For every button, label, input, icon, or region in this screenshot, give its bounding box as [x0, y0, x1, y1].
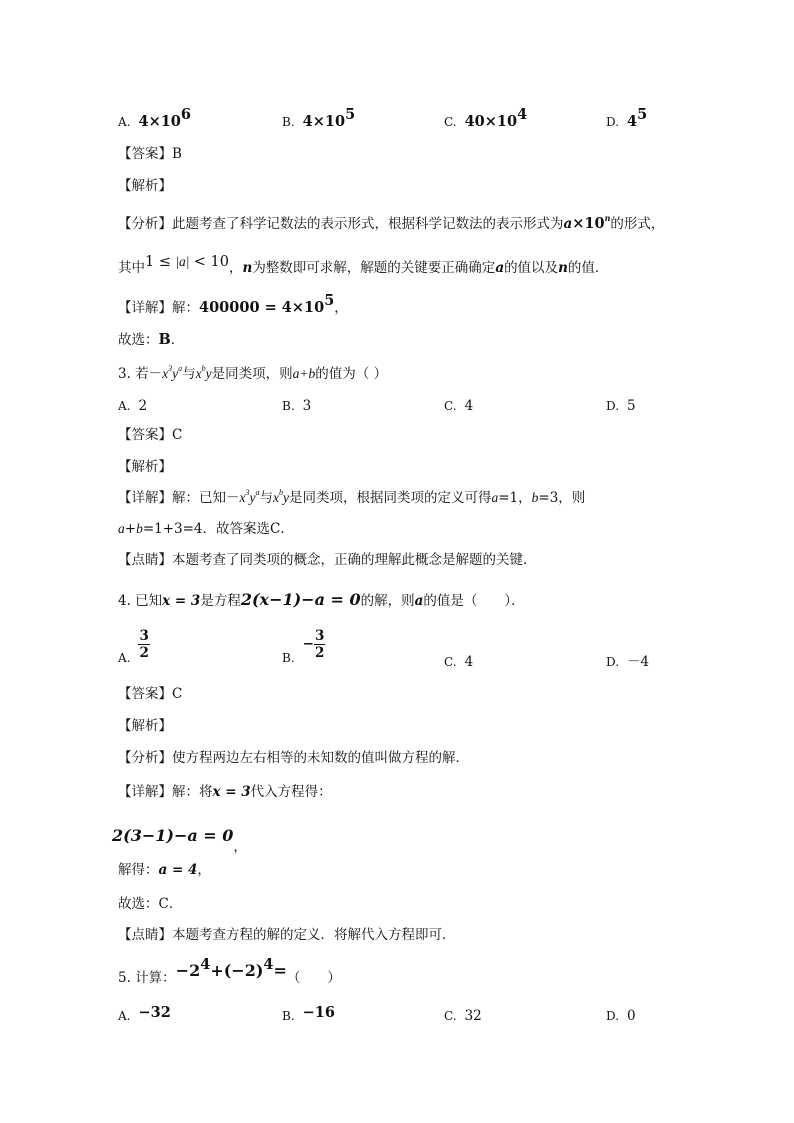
- text: ．: [170, 332, 185, 348]
- text: 3. 若－: [118, 366, 163, 382]
- option-value: 2: [138, 398, 148, 414]
- q3-detail-2: [118, 519, 294, 539]
- q4-comment: 【点睛】本题考查方程的解的定义．将解代入方程即可．: [118, 927, 456, 943]
- option-value: 32: [464, 1008, 482, 1024]
- q2-option-d: [606, 106, 648, 132]
- q3-comment: 【点睛】本题考查了同类项的概念，正确的理解此概念是解题的关键．: [118, 552, 537, 568]
- question-3: [118, 364, 387, 384]
- q3-option-b: [282, 396, 311, 416]
- option-label: C.: [444, 1009, 457, 1023]
- text: 【分析】此题考查了科学记数法的表示形式，根据科学记数法的表示形式为: [118, 216, 564, 232]
- option-value: 0: [627, 1008, 636, 1024]
- math-a: a: [495, 260, 505, 276]
- math-x: x: [239, 490, 246, 505]
- text: 4. 已知: [118, 593, 163, 609]
- math-n: n: [242, 260, 253, 276]
- text: ，: [197, 862, 211, 878]
- text: ，: [334, 300, 348, 316]
- math-a: a: [491, 490, 499, 505]
- q3-option-a: [118, 396, 147, 416]
- math-y: y: [172, 366, 179, 381]
- q5-option-b: [282, 1006, 335, 1026]
- q3-analysis-heading: 【解析】: [118, 459, 172, 475]
- q2-option-a: [118, 106, 191, 132]
- q5-option-d: [606, 1006, 636, 1026]
- math-n: n: [558, 260, 568, 276]
- math-equation: 2(3−1)−a = 0: [112, 826, 234, 845]
- option-label: B.: [282, 651, 295, 665]
- option-value: －4: [627, 654, 650, 670]
- option-label: C.: [444, 399, 457, 413]
- option-label: D.: [606, 655, 620, 669]
- q4-answer: 【答案】C: [118, 686, 183, 702]
- option-value: 4: [627, 113, 638, 130]
- option-label: B.: [282, 399, 295, 413]
- text: 的形式，: [610, 216, 665, 232]
- text: +: [124, 521, 137, 537]
- math-exponent: 5: [324, 292, 335, 309]
- math-times-ten: ×10: [572, 215, 605, 232]
- math-ab: a+b: [292, 366, 316, 381]
- math-sup: b: [279, 488, 283, 497]
- text: 是方程: [200, 593, 241, 609]
- q2-answer: 【答案】B: [118, 146, 182, 162]
- q4-choose: 故选：C．: [118, 896, 183, 912]
- text: ，: [228, 260, 243, 276]
- math-inequality-left: 1 ≤: [145, 254, 171, 270]
- denominator: 2: [139, 645, 149, 661]
- math-x: x: [273, 490, 279, 505]
- numerator: 3: [139, 628, 149, 644]
- q4-step-1: [112, 826, 247, 855]
- text: 为整数即可求解，解题的关键要正确确定: [252, 260, 496, 276]
- q4-option-d: [606, 652, 649, 672]
- option-label: A.: [118, 115, 131, 129]
- option-value: 4×10: [302, 113, 346, 130]
- option-label: A.: [118, 1009, 131, 1023]
- option-value: 3: [302, 398, 312, 414]
- minus-sign: −: [302, 636, 314, 652]
- math-abs-a: |a|: [175, 254, 190, 269]
- math-equation: x = 3: [212, 784, 251, 800]
- option-label: B.: [282, 115, 295, 129]
- q2-option-b: [282, 106, 356, 132]
- text: 故选：: [118, 332, 159, 348]
- option-label: D.: [606, 115, 620, 129]
- q5-option-c: [444, 1006, 482, 1026]
- math-a: a: [118, 521, 125, 536]
- math-sup: b: [201, 364, 206, 373]
- math-x: x: [162, 366, 169, 381]
- option-label: C.: [444, 655, 457, 669]
- text: 的值．: [567, 260, 609, 276]
- option-exponent: 5: [637, 106, 648, 123]
- question-4: [118, 590, 525, 611]
- text: ，: [233, 839, 247, 855]
- math-inequality-right: < 10: [193, 254, 229, 270]
- option-value: −16: [302, 1004, 335, 1021]
- math-n: n: [604, 213, 611, 223]
- q3-option-d: [606, 396, 636, 416]
- q2-option-c: [444, 106, 528, 132]
- q4-detail: [118, 782, 332, 802]
- math-sup: a: [255, 488, 260, 497]
- math-sup: 3: [168, 364, 173, 373]
- q4-option-b: [282, 628, 325, 668]
- math-y: y: [205, 366, 212, 381]
- fraction: [314, 628, 325, 661]
- math-expression: 400000 = 4×10: [199, 299, 325, 316]
- q2-choose: [118, 330, 184, 350]
- math-a: a: [563, 216, 573, 232]
- q2-condition: [118, 254, 609, 278]
- text: =1+3=4．故答案选C．: [142, 521, 294, 537]
- q3-option-c: [444, 396, 473, 416]
- math-sup: a: [178, 364, 183, 373]
- math-term: −2: [175, 961, 201, 980]
- math-exponent: 4: [200, 956, 211, 973]
- option-value: 40×10: [464, 113, 518, 130]
- text: 的解，则: [360, 593, 415, 609]
- option-value: −32: [138, 1004, 171, 1021]
- math-term: +(−2): [210, 961, 264, 980]
- fraction: [138, 628, 149, 661]
- option-exponent: 5: [345, 106, 356, 123]
- math-b: b: [136, 521, 143, 536]
- text: 代入方程得：: [250, 784, 332, 800]
- text: 的值是（ ）．: [423, 593, 525, 609]
- question-5: [118, 956, 341, 988]
- text: 与: [259, 490, 273, 506]
- text: 【详解】解：已知－: [118, 490, 240, 506]
- text: 解得：: [118, 862, 159, 878]
- option-value: 4: [464, 654, 474, 670]
- option-label: A.: [118, 399, 131, 413]
- text: 的值为（ ）: [315, 366, 388, 382]
- math-exponent: 4: [263, 956, 274, 973]
- text: 5. 计算：: [118, 970, 176, 986]
- math-y: y: [283, 490, 289, 505]
- option-exponent: 4: [517, 106, 528, 123]
- text: 的值以及: [504, 260, 559, 276]
- option-value: 4: [464, 398, 474, 414]
- text: =3，则: [538, 490, 586, 506]
- q2-fenxi: [118, 214, 664, 234]
- math-letter: B: [158, 331, 171, 348]
- math-equals: =: [273, 961, 287, 980]
- math-b: b: [531, 490, 539, 505]
- math-x: x: [195, 366, 202, 381]
- q2-analysis-heading: 【解析】: [118, 178, 172, 194]
- text: =1，: [498, 490, 532, 506]
- option-label: B.: [282, 1009, 295, 1023]
- option-label: C.: [444, 115, 457, 129]
- option-value: 4×10: [138, 113, 181, 130]
- text: 【详解】解：将: [118, 784, 213, 800]
- option-label: D.: [606, 1009, 620, 1023]
- numerator: 3: [314, 628, 325, 644]
- q4-option-a: [118, 628, 150, 668]
- text: （ ）: [286, 970, 341, 986]
- option-label: A.: [118, 651, 131, 665]
- text: 【详解】解：: [118, 300, 199, 316]
- q4-analysis-heading: 【解析】: [118, 718, 172, 734]
- text: 是同类项，根据同类项的定义可得: [289, 490, 492, 506]
- option-exponent: 6: [180, 106, 191, 123]
- text: 是同类项，则: [211, 366, 293, 382]
- denominator: 2: [314, 645, 325, 661]
- math-equation: a = 4: [158, 862, 198, 878]
- q4-option-c: [444, 652, 473, 672]
- math-y: y: [249, 490, 256, 505]
- text: 其中: [118, 260, 145, 276]
- q5-option-a: [118, 1006, 171, 1026]
- math-sup: 3: [245, 488, 250, 497]
- q3-answer: 【答案】C: [118, 427, 183, 443]
- option-label: D.: [606, 399, 620, 413]
- math-a: a: [414, 593, 424, 609]
- text: 与: [182, 366, 196, 382]
- q2-detail: [118, 292, 348, 318]
- math-equation: 2(x−1)−a = 0: [240, 590, 361, 609]
- math-equation: x = 3: [162, 593, 201, 609]
- q4-fenxi: 【分析】使方程两边左右相等的未知数的值叫做方程的解．: [118, 750, 469, 766]
- q3-detail: [118, 488, 585, 508]
- option-value: 5: [627, 398, 636, 414]
- q4-step-2: [118, 860, 211, 880]
